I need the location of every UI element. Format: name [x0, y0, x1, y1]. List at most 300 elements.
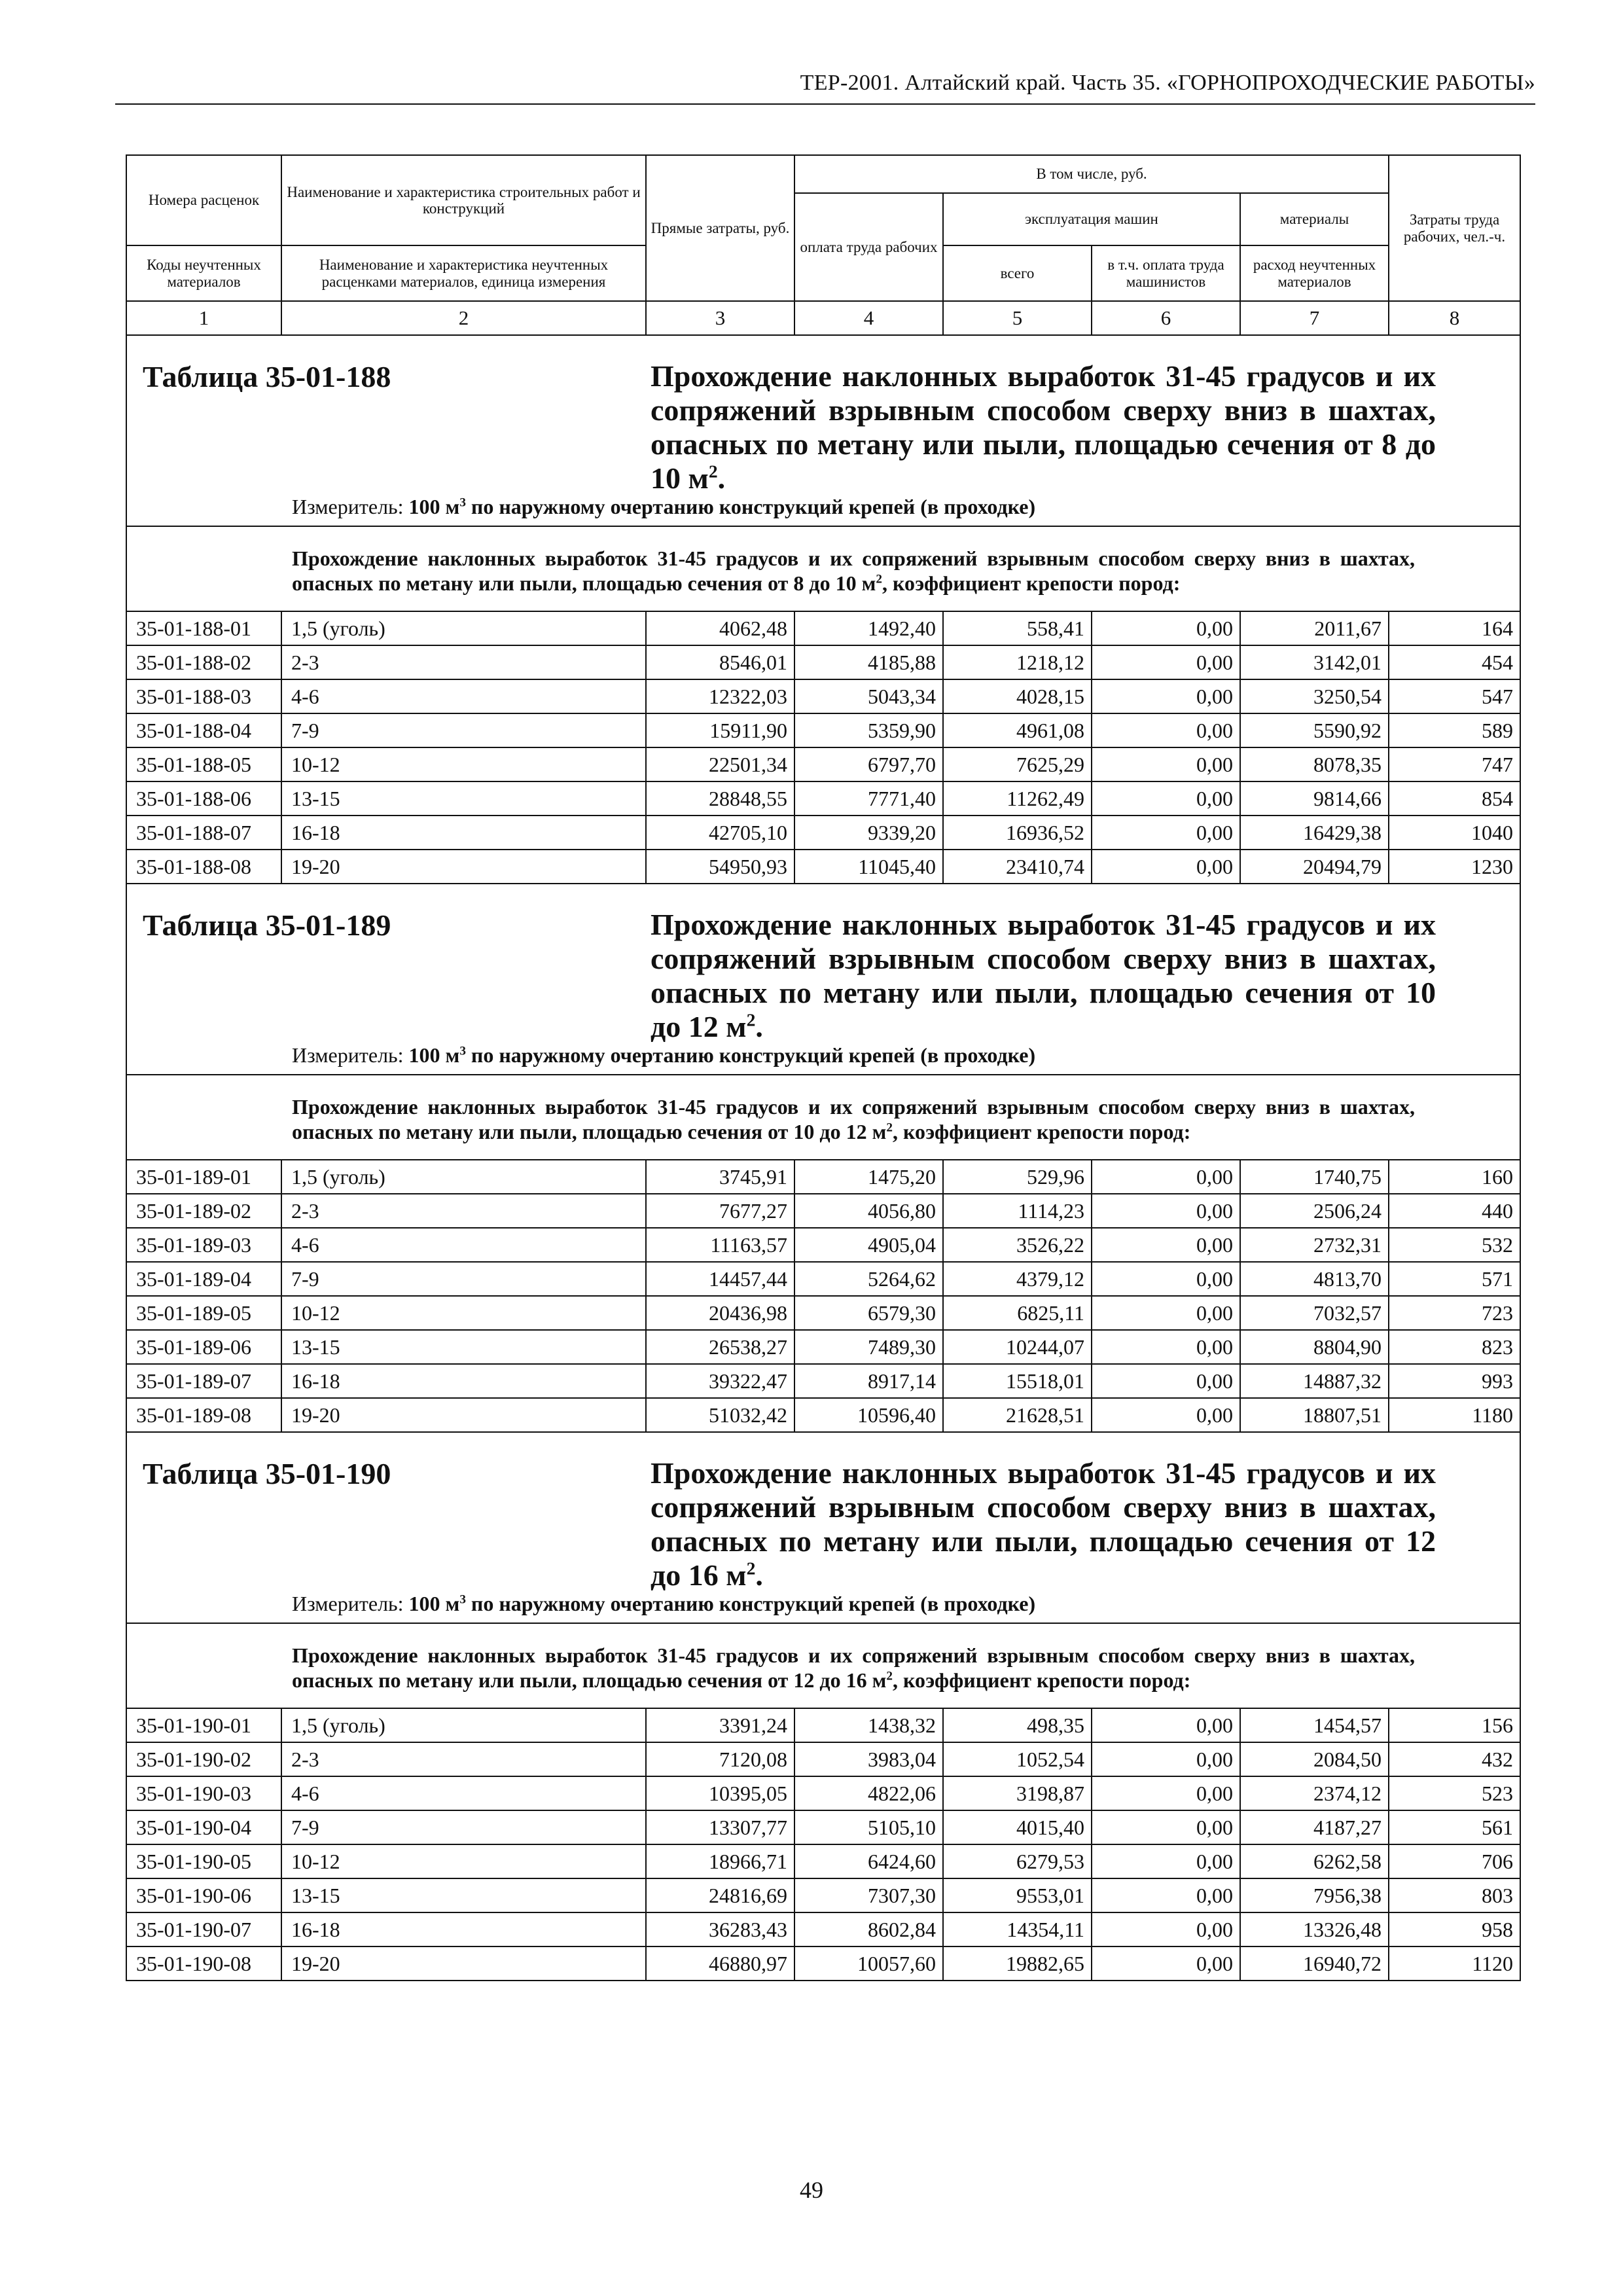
- cell-worker-pay: 7489,30: [794, 1330, 943, 1364]
- cell-machine-total: 4028,15: [943, 679, 1092, 713]
- cell-rock-hardness: 13-15: [281, 781, 646, 816]
- table-row: [126, 747, 1520, 781]
- header-work-names: Наименование и характеристика строительных работ и конструкций: [281, 155, 646, 245]
- header-machine-operation: эксплуатация машин: [943, 193, 1240, 245]
- cell-operator-pay: 0,00: [1092, 1708, 1240, 1742]
- column-number: 6: [1092, 301, 1240, 335]
- column-number: 3: [646, 301, 794, 335]
- cell-machine-total: 3198,87: [943, 1776, 1092, 1810]
- meter-sup: 3: [459, 1592, 466, 1607]
- table-description-cell: [126, 1623, 1520, 1708]
- cell-rate-code: 35-01-190-08: [126, 1946, 281, 1981]
- cell-operator-pay: 0,00: [1092, 1912, 1240, 1946]
- cell-labor-costs: 747: [1389, 747, 1520, 781]
- cell-rock-hardness: 1,5 (уголь): [281, 611, 646, 645]
- column-number: 5: [943, 301, 1092, 335]
- cell-operator-pay: 0,00: [1092, 1194, 1240, 1228]
- cell-direct-costs: 42705,10: [646, 816, 794, 850]
- cell-rock-hardness: 1,5 (уголь): [281, 1160, 646, 1194]
- table-description: [127, 1639, 1520, 1693]
- table-row: [126, 1262, 1520, 1296]
- table-name-sup: 2: [746, 1558, 756, 1579]
- cell-machine-total: 23410,74: [943, 850, 1092, 884]
- cell-direct-costs: 10395,05: [646, 1776, 794, 1810]
- cell-rate-code: 35-01-190-06: [126, 1878, 281, 1912]
- cell-machine-total: 558,41: [943, 611, 1092, 645]
- cell-rock-hardness: 4-6: [281, 679, 646, 713]
- header-unaccounted-codes: Коды неучтенных материалов: [126, 245, 281, 301]
- cell-materials-use: 8804,90: [1240, 1330, 1389, 1364]
- header-labor-costs: Затраты труда рабочих, чел.-ч.: [1389, 155, 1520, 301]
- cell-worker-pay: 4822,06: [794, 1776, 943, 1810]
- cell-direct-costs: 13307,77: [646, 1810, 794, 1844]
- cell-machine-total: 529,96: [943, 1160, 1092, 1194]
- table-description: [127, 1090, 1520, 1144]
- table-row: [126, 1228, 1520, 1262]
- table-title-row: [126, 884, 1520, 1075]
- column-number: 8: [1389, 301, 1520, 335]
- cell-labor-costs: 561: [1389, 1810, 1520, 1844]
- cell-materials-use: 9814,66: [1240, 781, 1389, 816]
- cell-labor-costs: 1040: [1389, 816, 1520, 850]
- cell-rate-code: 35-01-189-03: [126, 1228, 281, 1262]
- cell-rock-hardness: 4-6: [281, 1776, 646, 1810]
- cell-machine-total: 9553,01: [943, 1878, 1092, 1912]
- meter-value-rest: по наружному очертанию конструкций крепей (в проходке): [465, 495, 1036, 518]
- cell-direct-costs: 7677,27: [646, 1194, 794, 1228]
- table-code: Таблица 35-01-190: [143, 1457, 391, 1490]
- header-direct-costs: Прямые затраты, руб.: [646, 155, 794, 301]
- cell-worker-pay: 8917,14: [794, 1364, 943, 1398]
- table-description-cell: [126, 526, 1520, 611]
- cell-labor-costs: 1120: [1389, 1946, 1520, 1981]
- cell-rate-code: 35-01-190-05: [126, 1844, 281, 1878]
- cell-rate-code: 35-01-189-05: [126, 1296, 281, 1330]
- table-row: [126, 1708, 1520, 1742]
- cell-operator-pay: 0,00: [1092, 1330, 1240, 1364]
- cell-worker-pay: 3983,04: [794, 1742, 943, 1776]
- cell-rock-hardness: 1,5 (уголь): [281, 1708, 646, 1742]
- cell-labor-costs: 823: [1389, 1330, 1520, 1364]
- cell-labor-costs: 803: [1389, 1878, 1520, 1912]
- description-sup: 2: [876, 572, 882, 586]
- table-row: [126, 1330, 1520, 1364]
- cell-rock-hardness: 2-3: [281, 1194, 646, 1228]
- cell-direct-costs: 11163,57: [646, 1228, 794, 1262]
- cell-operator-pay: 0,00: [1092, 1228, 1240, 1262]
- cell-direct-costs: 22501,34: [646, 747, 794, 781]
- description-end: , коэффициент крепости пород:: [892, 1668, 1191, 1692]
- cell-worker-pay: 8602,84: [794, 1912, 943, 1946]
- table-name-text: Прохождение наклонных выработок 31-45 градусов и их сопряжений взрывным способом сверху вниз в шахтах, опасных по метану или пыли, площадью сечения от 12 до 16 м: [651, 1456, 1436, 1592]
- cell-rock-hardness: 10-12: [281, 1844, 646, 1878]
- cell-direct-costs: 14457,44: [646, 1262, 794, 1296]
- cell-materials-use: 3142,01: [1240, 645, 1389, 679]
- table-row: [126, 645, 1520, 679]
- cell-materials-use: 4813,70: [1240, 1262, 1389, 1296]
- cell-materials-use: 5590,92: [1240, 713, 1389, 747]
- table-row: [126, 1160, 1520, 1194]
- cell-direct-costs: 4062,48: [646, 611, 794, 645]
- cell-rock-hardness: 19-20: [281, 1398, 646, 1432]
- cell-machine-total: 3526,22: [943, 1228, 1092, 1262]
- meter-value-rest: по наружному очертанию конструкций крепей (в проходке): [465, 1592, 1036, 1615]
- cell-direct-costs: 8546,01: [646, 645, 794, 679]
- column-number: 2: [281, 301, 646, 335]
- cell-materials-use: 2374,12: [1240, 1776, 1389, 1810]
- table-row: [126, 1742, 1520, 1776]
- cell-worker-pay: 5105,10: [794, 1810, 943, 1844]
- cell-machine-total: 1052,54: [943, 1742, 1092, 1776]
- column-number: 7: [1240, 301, 1389, 335]
- cell-labor-costs: 1180: [1389, 1398, 1520, 1432]
- table-name-end: .: [717, 461, 726, 495]
- header-materials-use: расход неучтенных материалов: [1240, 245, 1389, 301]
- cell-operator-pay: 0,00: [1092, 713, 1240, 747]
- table-name-text: Прохождение наклонных выработок 31-45 градусов и их сопряжений взрывным способом сверху вниз в шахтах, опасных по метану или пыли, площадью сечения от 8 до 10 м: [651, 359, 1436, 495]
- cell-rock-hardness: 13-15: [281, 1330, 646, 1364]
- table-name-end: .: [755, 1558, 763, 1592]
- cell-rock-hardness: 19-20: [281, 1946, 646, 1981]
- cell-direct-costs: 15911,90: [646, 713, 794, 747]
- table-title-cell: [126, 335, 1520, 526]
- table-name-end: .: [755, 1010, 763, 1043]
- cell-machine-total: 16936,52: [943, 816, 1092, 850]
- table-name: [651, 1456, 1436, 1592]
- cell-rate-code: 35-01-188-08: [126, 850, 281, 884]
- cell-rate-code: 35-01-189-02: [126, 1194, 281, 1228]
- table-name-sup: 2: [708, 461, 718, 482]
- cell-machine-total: 15518,01: [943, 1364, 1092, 1398]
- cell-operator-pay: 0,00: [1092, 1160, 1240, 1194]
- table-row: [126, 1946, 1520, 1981]
- header-rule: [115, 103, 1535, 105]
- cell-direct-costs: 12322,03: [646, 679, 794, 713]
- cell-operator-pay: 0,00: [1092, 1810, 1240, 1844]
- cell-worker-pay: 7307,30: [794, 1878, 943, 1912]
- description-text: Прохождение наклонных выработок 31-45 градусов и их сопряжений взрывным способом сверху вниз в шахтах, опасных по метану или пыли, площадью сечения от 8 до 10 м: [292, 547, 1416, 595]
- meter-value: 100 м: [408, 1592, 460, 1615]
- cell-worker-pay: 6424,60: [794, 1844, 943, 1878]
- table-title-block: [127, 336, 1520, 526]
- cell-worker-pay: 1475,20: [794, 1160, 943, 1194]
- cell-labor-costs: 440: [1389, 1194, 1520, 1228]
- table-meter: [292, 1592, 1035, 1616]
- table-row: [126, 1878, 1520, 1912]
- meter-sup: 3: [459, 495, 466, 510]
- cell-operator-pay: 0,00: [1092, 850, 1240, 884]
- table-row: [126, 1398, 1520, 1432]
- cell-worker-pay: 4056,80: [794, 1194, 943, 1228]
- cell-worker-pay: 9339,20: [794, 816, 943, 850]
- page-number: 49: [800, 2177, 823, 2203]
- cell-labor-costs: 523: [1389, 1776, 1520, 1810]
- cell-rate-code: 35-01-188-04: [126, 713, 281, 747]
- cell-worker-pay: 5359,90: [794, 713, 943, 747]
- table-name-sup: 2: [746, 1009, 756, 1030]
- table-row: [126, 1364, 1520, 1398]
- cell-worker-pay: 1492,40: [794, 611, 943, 645]
- description-text: Прохождение наклонных выработок 31-45 градусов и их сопряжений взрывным способом сверху вниз в шахтах, опасных по метану или пыли, площадью сечения от 12 до 16 м: [292, 1643, 1416, 1692]
- cell-operator-pay: 0,00: [1092, 1398, 1240, 1432]
- cell-materials-use: 2011,67: [1240, 611, 1389, 645]
- cell-direct-costs: 46880,97: [646, 1946, 794, 1981]
- cell-rate-code: 35-01-188-05: [126, 747, 281, 781]
- cell-worker-pay: 5264,62: [794, 1262, 943, 1296]
- cell-machine-total: 14354,11: [943, 1912, 1092, 1946]
- cell-labor-costs: 432: [1389, 1742, 1520, 1776]
- cell-machine-total: 6279,53: [943, 1844, 1092, 1878]
- table-description: [127, 542, 1520, 596]
- cell-materials-use: 2084,50: [1240, 1742, 1389, 1776]
- cell-labor-costs: 571: [1389, 1262, 1520, 1296]
- cell-materials-use: 13326,48: [1240, 1912, 1389, 1946]
- cell-worker-pay: 6797,70: [794, 747, 943, 781]
- meter-value: 100 м: [408, 1043, 460, 1067]
- cell-rate-code: 35-01-188-01: [126, 611, 281, 645]
- cell-machine-total: 11262,49: [943, 781, 1092, 816]
- table-row: [126, 1776, 1520, 1810]
- cell-labor-costs: 164: [1389, 611, 1520, 645]
- cell-worker-pay: 5043,34: [794, 679, 943, 713]
- description-end: , коэффициент крепости пород:: [892, 1120, 1191, 1143]
- table-row: [126, 713, 1520, 747]
- description-sup: 2: [886, 1669, 893, 1683]
- cell-machine-total: 7625,29: [943, 747, 1092, 781]
- cell-rate-code: 35-01-189-06: [126, 1330, 281, 1364]
- description-text: Прохождение наклонных выработок 31-45 градусов и их сопряжений взрывным способом сверху вниз в шахтах, опасных по метану или пыли, площадью сечения от 10 до 12 м: [292, 1095, 1416, 1143]
- table-description-row: [126, 526, 1520, 611]
- table-meter: [292, 1043, 1035, 1067]
- cell-materials-use: 1740,75: [1240, 1160, 1389, 1194]
- header-rate-numbers: Номера расценок: [126, 155, 281, 245]
- cell-worker-pay: 10596,40: [794, 1398, 943, 1432]
- table-title-row: [126, 1432, 1520, 1623]
- cell-rate-code: 35-01-188-03: [126, 679, 281, 713]
- table-row: [126, 611, 1520, 645]
- cell-labor-costs: 160: [1389, 1160, 1520, 1194]
- column-number: 1: [126, 301, 281, 335]
- cell-operator-pay: 0,00: [1092, 645, 1240, 679]
- cell-worker-pay: 1438,32: [794, 1708, 943, 1742]
- cell-machine-total: 1218,12: [943, 645, 1092, 679]
- cell-rock-hardness: 2-3: [281, 1742, 646, 1776]
- cell-worker-pay: 10057,60: [794, 1946, 943, 1981]
- cell-materials-use: 1454,57: [1240, 1708, 1389, 1742]
- description-end: , коэффициент крепости пород:: [882, 571, 1181, 595]
- header-worker-pay: оплата труда рабочих: [794, 193, 943, 301]
- table-row: [126, 1810, 1520, 1844]
- header-row-1: [126, 155, 1520, 193]
- cell-materials-use: 20494,79: [1240, 850, 1389, 884]
- cell-materials-use: 18807,51: [1240, 1398, 1389, 1432]
- table-row: [126, 679, 1520, 713]
- cell-operator-pay: 0,00: [1092, 747, 1240, 781]
- table-meter: [292, 495, 1035, 519]
- header-materials: материалы: [1240, 193, 1389, 245]
- cell-direct-costs: 39322,47: [646, 1364, 794, 1398]
- cell-rate-code: 35-01-189-07: [126, 1364, 281, 1398]
- running-title: ТЕР-2001. Алтайский край. Часть 35. «ГОРНОПРОХОДЧЕСКИЕ РАБОТЫ»: [800, 71, 1535, 95]
- table-row: [126, 1844, 1520, 1878]
- cell-worker-pay: 4905,04: [794, 1228, 943, 1262]
- cell-operator-pay: 0,00: [1092, 781, 1240, 816]
- table-name: [651, 908, 1436, 1044]
- cell-worker-pay: 11045,40: [794, 850, 943, 884]
- table-title-cell: [126, 1432, 1520, 1623]
- cell-operator-pay: 0,00: [1092, 1776, 1240, 1810]
- cell-labor-costs: 958: [1389, 1912, 1520, 1946]
- header-total: всего: [943, 245, 1092, 301]
- table-row: [126, 816, 1520, 850]
- cell-rock-hardness: 7-9: [281, 1262, 646, 1296]
- cell-machine-total: 1114,23: [943, 1194, 1092, 1228]
- cell-operator-pay: 0,00: [1092, 816, 1240, 850]
- cell-labor-costs: 589: [1389, 713, 1520, 747]
- cell-rate-code: 35-01-189-04: [126, 1262, 281, 1296]
- table-title-cell: [126, 884, 1520, 1075]
- cell-rock-hardness: 19-20: [281, 850, 646, 884]
- cell-labor-costs: 547: [1389, 679, 1520, 713]
- cell-machine-total: 6825,11: [943, 1296, 1092, 1330]
- cell-rock-hardness: 10-12: [281, 747, 646, 781]
- table-row: [126, 1912, 1520, 1946]
- price-document: [126, 154, 1520, 1981]
- column-number: 4: [794, 301, 943, 335]
- cell-direct-costs: 28848,55: [646, 781, 794, 816]
- header-including: В том числе, руб.: [794, 155, 1389, 193]
- cell-direct-costs: 51032,42: [646, 1398, 794, 1432]
- cell-operator-pay: 0,00: [1092, 1878, 1240, 1912]
- cell-labor-costs: 454: [1389, 645, 1520, 679]
- cell-operator-pay: 0,00: [1092, 1262, 1240, 1296]
- cell-materials-use: 16429,38: [1240, 816, 1389, 850]
- cell-operator-pay: 0,00: [1092, 1946, 1240, 1981]
- cell-materials-use: 2732,31: [1240, 1228, 1389, 1262]
- table-title-row: [126, 335, 1520, 526]
- cell-operator-pay: 0,00: [1092, 611, 1240, 645]
- table-description-cell: [126, 1075, 1520, 1160]
- cell-labor-costs: 993: [1389, 1364, 1520, 1398]
- meter-value: 100 м: [408, 495, 460, 518]
- table-row: [126, 850, 1520, 884]
- table-row: [126, 1296, 1520, 1330]
- meter-value-rest: по наружному очертанию конструкций крепей (в проходке): [465, 1043, 1036, 1067]
- table-row: [126, 781, 1520, 816]
- cell-direct-costs: 7120,08: [646, 1742, 794, 1776]
- table-description-row: [126, 1623, 1520, 1708]
- cell-rock-hardness: 13-15: [281, 1878, 646, 1912]
- cell-direct-costs: 3745,91: [646, 1160, 794, 1194]
- cell-rock-hardness: 4-6: [281, 1228, 646, 1262]
- cell-labor-costs: 1230: [1389, 850, 1520, 884]
- cell-materials-use: 8078,35: [1240, 747, 1389, 781]
- cell-operator-pay: 0,00: [1092, 1742, 1240, 1776]
- cell-rate-code: 35-01-188-07: [126, 816, 281, 850]
- cell-rock-hardness: 2-3: [281, 645, 646, 679]
- cell-rate-code: 35-01-190-03: [126, 1776, 281, 1810]
- cell-rock-hardness: 16-18: [281, 1912, 646, 1946]
- cell-rate-code: 35-01-188-02: [126, 645, 281, 679]
- cell-rate-code: 35-01-190-02: [126, 1742, 281, 1776]
- cell-materials-use: 2506,24: [1240, 1194, 1389, 1228]
- table-code: Таблица 35-01-189: [143, 908, 391, 942]
- cell-rock-hardness: 10-12: [281, 1296, 646, 1330]
- cell-machine-total: 4961,08: [943, 713, 1092, 747]
- cell-worker-pay: 4185,88: [794, 645, 943, 679]
- table-title-block: [127, 884, 1520, 1074]
- cell-labor-costs: 532: [1389, 1228, 1520, 1262]
- meter-label: Измеритель:: [292, 495, 404, 518]
- table-name: [651, 359, 1436, 495]
- description-sup: 2: [886, 1121, 893, 1135]
- cell-direct-costs: 54950,93: [646, 850, 794, 884]
- cell-direct-costs: 36283,43: [646, 1912, 794, 1946]
- cell-rate-code: 35-01-188-06: [126, 781, 281, 816]
- cell-materials-use: 4187,27: [1240, 1810, 1389, 1844]
- cell-rock-hardness: 16-18: [281, 1364, 646, 1398]
- cell-operator-pay: 0,00: [1092, 1296, 1240, 1330]
- table-code: Таблица 35-01-188: [143, 360, 391, 393]
- cell-worker-pay: 7771,40: [794, 781, 943, 816]
- cell-direct-costs: 18966,71: [646, 1844, 794, 1878]
- header-operator-pay: в т.ч. оплата труда машинистов: [1092, 245, 1240, 301]
- cell-direct-costs: 3391,24: [646, 1708, 794, 1742]
- cell-materials-use: 7956,38: [1240, 1878, 1389, 1912]
- cell-labor-costs: 706: [1389, 1844, 1520, 1878]
- cell-materials-use: 6262,58: [1240, 1844, 1389, 1878]
- cell-rock-hardness: 7-9: [281, 1810, 646, 1844]
- table-description-row: [126, 1075, 1520, 1160]
- cell-labor-costs: 156: [1389, 1708, 1520, 1742]
- cell-direct-costs: 26538,27: [646, 1330, 794, 1364]
- rates-table: [126, 154, 1521, 1981]
- cell-materials-use: 16940,72: [1240, 1946, 1389, 1981]
- cell-materials-use: 14887,32: [1240, 1364, 1389, 1398]
- cell-rate-code: 35-01-190-04: [126, 1810, 281, 1844]
- table-row: [126, 1194, 1520, 1228]
- cell-machine-total: 10244,07: [943, 1330, 1092, 1364]
- cell-worker-pay: 6579,30: [794, 1296, 943, 1330]
- cell-rock-hardness: 16-18: [281, 816, 646, 850]
- cell-materials-use: 7032,57: [1240, 1296, 1389, 1330]
- cell-machine-total: 498,35: [943, 1708, 1092, 1742]
- cell-operator-pay: 0,00: [1092, 679, 1240, 713]
- cell-labor-costs: 854: [1389, 781, 1520, 816]
- cell-materials-use: 3250,54: [1240, 679, 1389, 713]
- cell-direct-costs: 20436,98: [646, 1296, 794, 1330]
- cell-rate-code: 35-01-190-01: [126, 1708, 281, 1742]
- table-name-text: Прохождение наклонных выработок 31-45 градусов и их сопряжений взрывным способом сверху вниз в шахтах, опасных по метану или пыли, площадью сечения от 10 до 12 м: [651, 908, 1436, 1043]
- table-title-block: [127, 1433, 1520, 1623]
- cell-rate-code: 35-01-189-08: [126, 1398, 281, 1432]
- header-unaccounted-names: Наименование и характеристика неучтенных расценками материалов, единица измерения: [281, 245, 646, 301]
- cell-rate-code: 35-01-189-01: [126, 1160, 281, 1194]
- cell-operator-pay: 0,00: [1092, 1364, 1240, 1398]
- meter-label: Измеритель:: [292, 1043, 404, 1067]
- cell-direct-costs: 24816,69: [646, 1878, 794, 1912]
- cell-operator-pay: 0,00: [1092, 1844, 1240, 1878]
- cell-labor-costs: 723: [1389, 1296, 1520, 1330]
- cell-rate-code: 35-01-190-07: [126, 1912, 281, 1946]
- meter-sup: 3: [459, 1044, 466, 1058]
- cell-machine-total: 4379,12: [943, 1262, 1092, 1296]
- cell-machine-total: 21628,51: [943, 1398, 1092, 1432]
- column-numbers-row: [126, 301, 1520, 335]
- cell-rock-hardness: 7-9: [281, 713, 646, 747]
- meter-label: Измеритель:: [292, 1592, 404, 1615]
- cell-machine-total: 4015,40: [943, 1810, 1092, 1844]
